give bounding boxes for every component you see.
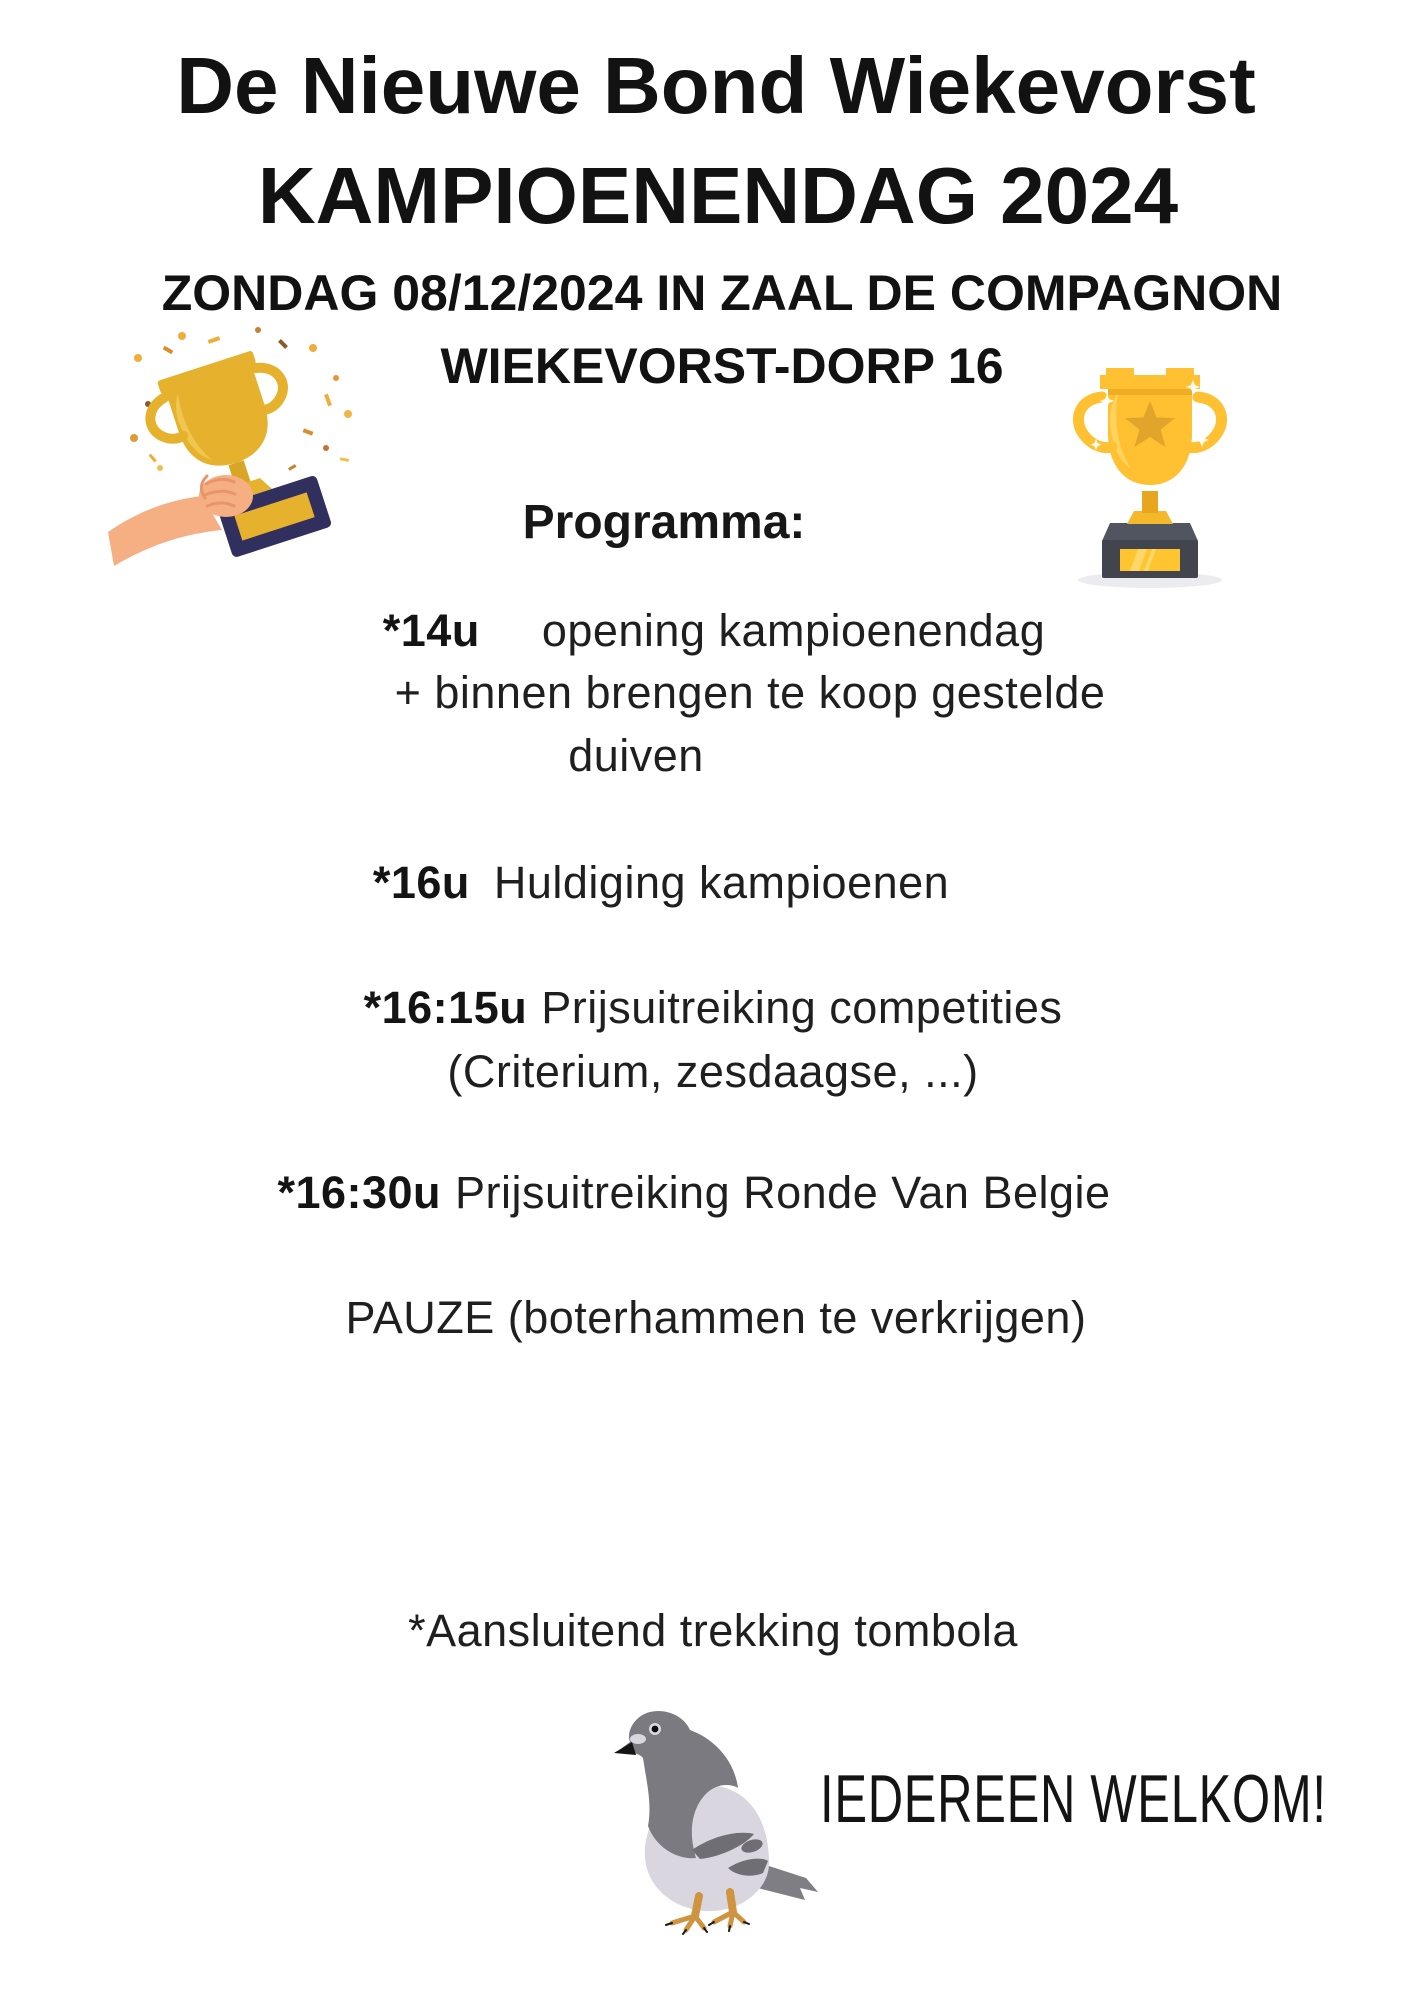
pause-line: PAUZE (boterhammen te verkrijgen) bbox=[345, 1292, 1087, 1343]
program-item-14u bbox=[7, 605, 1414, 656]
program-item-16u-description: Huldiging kampioenen bbox=[493, 857, 950, 908]
pigeon-illustration bbox=[602, 1700, 822, 1935]
poster-title-line2: KAMPIOENENDAG 2024 bbox=[257, 151, 1179, 240]
pigeon-icon bbox=[602, 1700, 822, 1935]
program-item-16u-time: *16u bbox=[372, 857, 470, 908]
tombola-line: *Aansluitend trekking tombola bbox=[408, 1605, 1018, 1656]
program-item-1615u bbox=[6, 982, 1414, 1033]
poster-title-line1: De Nieuwe Bond Wiekevorst bbox=[176, 41, 1256, 130]
program-item-1630u-time: *16:30u bbox=[277, 1167, 442, 1218]
welcome-line: IEDEREEN WELKOM! bbox=[820, 1761, 1327, 1837]
program-item-14u-continuation-2: duiven bbox=[568, 730, 704, 781]
program-item-1615u-time: *16:15u bbox=[363, 982, 528, 1033]
pigeon-claws bbox=[666, 1922, 749, 1934]
program-item-1615u-continuation: (Criterium, zesdaagse, ...) bbox=[447, 1046, 979, 1097]
event-date-venue-line: ZONDAG 08/12/2024 IN ZAAL DE COMPAGNON bbox=[161, 265, 1283, 321]
program-item-14u-continuation-1: + binnen brengen te koop gestelde bbox=[394, 667, 1106, 718]
program-item-1630u-description: Prijsuitreiking Ronde Van Belgie bbox=[455, 1167, 1111, 1218]
program-item-14u-time: *14u bbox=[382, 605, 480, 656]
program-item-16u bbox=[0, 857, 1368, 908]
program-heading: Programma: bbox=[522, 496, 806, 549]
program-item-1630u bbox=[0, 1167, 1401, 1218]
trophy-icon bbox=[1050, 345, 1250, 590]
program-item-1615u-description: Prijsuitreiking competities bbox=[541, 982, 1063, 1033]
event-address-line: WIEKEVORST-DORP 16 bbox=[440, 338, 1004, 394]
gold-trophy-illustration bbox=[1050, 345, 1250, 590]
program-item-14u-description: opening kampioenendag bbox=[541, 605, 1046, 656]
